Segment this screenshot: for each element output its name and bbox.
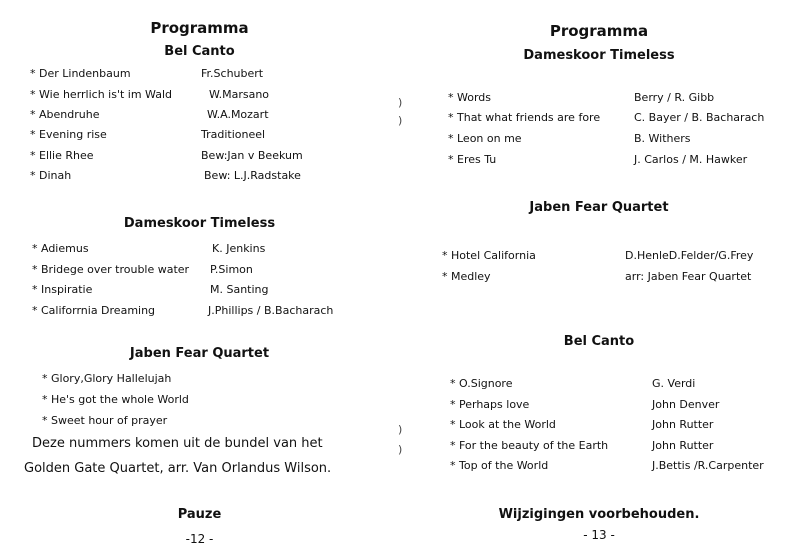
list-item-composer: Traditioneel (201, 128, 266, 141)
list-item-song: * For the beauty of the Earth (450, 439, 609, 452)
list-item-composer: W.Marsano (209, 88, 270, 101)
right-page-number: - 13 - (583, 528, 615, 542)
list-item-composer: arr: Jaben Fear Quartet (625, 270, 752, 283)
list-item-song: * Words (448, 91, 492, 104)
list-item-composer: P.Simon (210, 263, 253, 276)
list-item-song: * O.Signore (450, 377, 513, 390)
list-item-composer: John Rutter (652, 439, 714, 452)
list-item-song: * Dinah (30, 169, 72, 182)
list-item-song: * Sweet hour of prayer (42, 414, 168, 427)
list-item-composer: Bew: L.J.Radstake (204, 169, 301, 182)
binding-mark: ) (398, 423, 403, 436)
right-page (399, 0, 799, 558)
right-footer-title: Wijzigingen voorbehouden. (498, 507, 700, 522)
left-page (0, 0, 399, 558)
note-line: Golden Gate Quartet, arr. Van Orlandus Wilson. (24, 461, 332, 476)
binding-mark: ) (398, 96, 403, 109)
list-item-song: * Medley (442, 270, 491, 283)
list-item-song: * Ellie Rhee (30, 149, 94, 162)
list-item-song: * Bridege over trouble water (32, 263, 190, 276)
left-section-heading-bel-canto: Bel Canto (164, 44, 235, 59)
list-item-song: * Der Lindenbaum (30, 67, 131, 80)
list-item-song: * Inspiratie (32, 283, 93, 296)
list-item-song: * Evening rise (30, 128, 107, 141)
list-item-composer: J.Phillips / B.Bacharach (208, 304, 334, 317)
right-section-heading-jaben: Jaben Fear Quartet (529, 200, 669, 215)
right-page-title: Programma (549, 22, 649, 40)
list-item-composer: M. Santing (210, 283, 269, 296)
list-item-song: * Eres Tu (448, 153, 497, 166)
list-item-song: * He's got the whole World (42, 393, 189, 406)
left-footer-title: Pauze (177, 507, 222, 522)
list-item-song: * Adiemus (32, 242, 89, 255)
list-item-composer: Bew:Jan v Beekum (201, 149, 303, 162)
list-item-song: * Perhaps love (450, 398, 530, 411)
list-item-composer: K. Jenkins (212, 242, 266, 255)
list-item-composer: D.HenleD.Felder/G.Frey (625, 249, 754, 262)
binding-mark: ) (398, 443, 403, 456)
list-item-composer: John Rutter (652, 418, 714, 431)
list-item-song: * Glory,Glory Hallelujah (42, 372, 172, 385)
list-item-composer: C. Bayer / B. Bacharach (634, 111, 765, 124)
list-item-composer: G. Verdi (652, 377, 696, 390)
list-item-song: * Leon on me (448, 132, 522, 145)
list-item-song: * Wie herrlich is't im Wald (30, 88, 173, 101)
list-item-song: * That what friends are fore (448, 111, 601, 124)
list-item-composer: Fr.Schubert (201, 67, 264, 80)
right-section-heading-dameskoor: Dameskoor Timeless (523, 48, 675, 63)
list-item-composer: Berry / R. Gibb (634, 91, 715, 104)
left-page-title: Programma (150, 19, 249, 37)
list-item-composer: J. Carlos / M. Hawker (634, 153, 748, 166)
list-item-composer: J.Bettis /R.Carpenter (652, 459, 764, 472)
list-item-song: * Abendruhe (30, 108, 100, 121)
list-item-composer: W.A.Mozart (207, 108, 269, 121)
list-item-composer: John Denver (652, 398, 720, 411)
list-item-song: * Hotel California (442, 249, 536, 262)
list-item-composer: B. Withers (634, 132, 691, 145)
binding-mark: ) (398, 114, 403, 127)
left-page-number: -12 - (185, 532, 214, 546)
list-item-song: * Look at the World (450, 418, 556, 431)
right-section-heading-bel-canto: Bel Canto (563, 334, 635, 349)
left-section-heading-dameskoor: Dameskoor Timeless (123, 216, 276, 231)
left-section-heading-jaben: Jaben Fear Quartet (129, 346, 270, 361)
list-item-song: * Top of the World (450, 459, 549, 472)
list-item-song: * Califorrnia Dreaming (32, 304, 156, 317)
note-line: Deze nummers komen uit de bundel van het (32, 436, 323, 451)
